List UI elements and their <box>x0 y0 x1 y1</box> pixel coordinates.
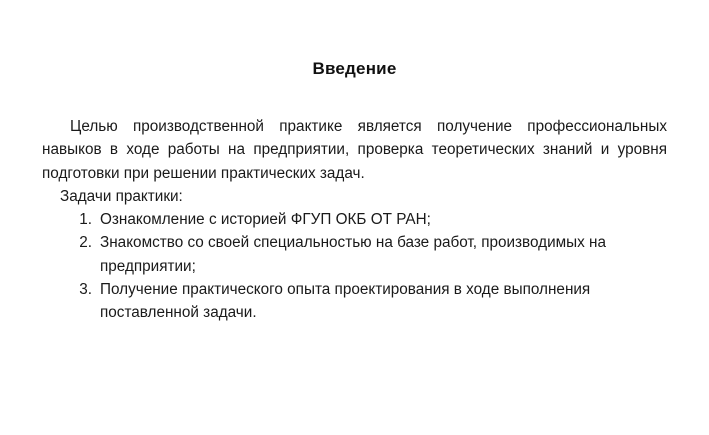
document-body <box>0 115 709 324</box>
intro-paragraph: Целью производственной практике является получение профессиональных навыков в ходе работы на предприятии, проверка теоретических знаний и уровня подготовки при решении практических задач. <box>42 118 667 182</box>
tasks-list <box>42 208 667 324</box>
list-item: Получение практического опыта проектирования в ходе выполнения поставленной задачи. <box>100 280 591 321</box>
list-item: Ознакомление с историей ФГУП ОКБ ОТ РАН; <box>100 211 431 228</box>
page-title: Введение <box>312 59 397 78</box>
list-item: Знакомство со своей специальностью на базе работ, производимых на предприятии; <box>100 234 607 275</box>
tasks-heading: Задачи практики: <box>60 187 183 205</box>
